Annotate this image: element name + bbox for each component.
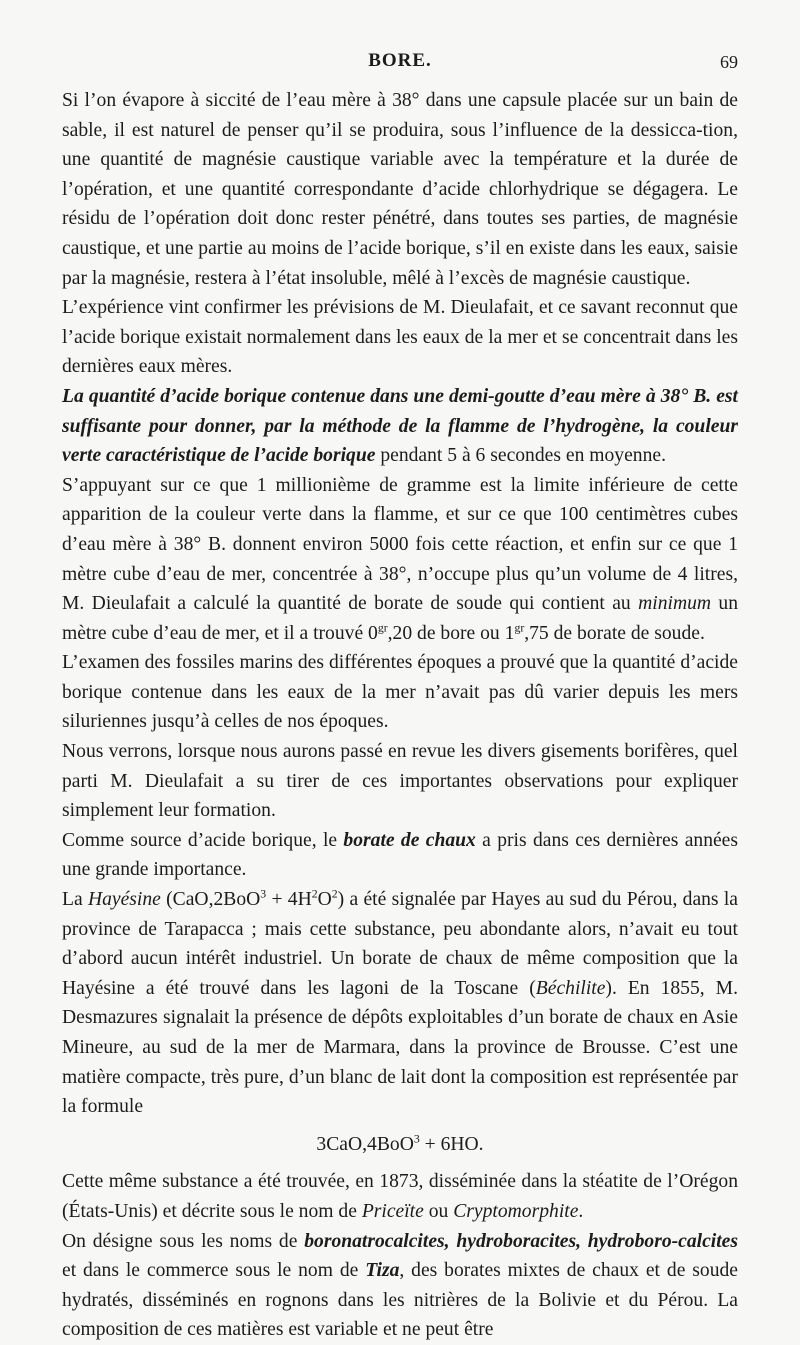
- page-header: [62, 50, 738, 76]
- paragraph-8: La Hayésine $(CaO,2BoO^3 + 4H^2O^2)$ a été signalée par Hayes au sud du Pérou, dans la province de Tarapacca ; mais cette substance, peu abondante alors, n’avait eu tout d’abord aucun intérêt industriel. Un borate de chaux de même composition que la Hayésine a été trouvé dans les lagoni de la Toscane (Béchilite). En 1855, M. Desmazures signalait la présence de dépôts exploitables d’un borate de chaux en Asie Mineure, au sud de la mer de Marmara, dans la province de Brousse. C’est une matière compacte, très pure, d’un blanc de lait dont la composition est représentée par la formule: [62, 887, 738, 1118]
- paragraph-2: L’expérience vint confirmer les prévisions de M. Dieulafait, et ce savant reconnut que l’acide borique existait normalement dans les eaux de la mer et se concentrait dans les dernières eaux mères.: [62, 297, 738, 378]
- term-tiza: Tiza: [365, 1260, 400, 1282]
- term-priceite: Priceïte: [361, 1200, 424, 1222]
- paragraph-1: Si l’on évapore à siccité de l’eau mère à 38° dans une capsule placée sur un bain de sable, il est naturel de penser qu’il se produira, sous l’influence de la dessicca-tion, une quantité de magnésie caustique variable avec la température et la durée de l’opération, et une quantité correspondante d’acide chlorhydrique se dégagera. Le résidu de l’opération doit donc rester pénétré, dans toutes ses parties, de magnésie caustique, et une partie au moins de l’acide borique, s’il en existe dans les eaux, saisie par la magnésie, restera à l’état insoluble, mêlé à l’excès de magnésie caustique.: [62, 90, 738, 289]
- running-title: BORE.: [368, 50, 432, 71]
- term-cryptomorphite: Cryptomorphite: [453, 1200, 579, 1222]
- paragraph-7: Comme source d’acide borique, le borate de chaux a pris dans ces dernières années une grande importance.: [62, 829, 739, 881]
- chemical-formula: 3CaO,4BoO$^3$ + 6HO.: [316, 1132, 484, 1155]
- page-number: 69: [720, 52, 738, 72]
- paragraph-4: S’appuyant sur ce que 1 millionième de gramme est la limite inférieure de cette apparition de la couleur verte dans la flamme, et sur ce que 100 centimètres cubes d’eau mère à 38° B. donnent environ 5000 fois cette réaction, et enfin sur ce que 1 mètre cube d’eau de mer, concentrée à 38°, n’occupe plus qu’un volume de 4 litres, M. Dieulafait a calculé la quantité de borate de soude qui contient au minimum un mètre cube d’eau de mer, et il a trouvé $0^{gr},20$ de bore ou $1^{gr},75$ de borate de soude.: [62, 474, 739, 644]
- paragraph-6: Nous verrons, lorsque nous aurons passé en revue les divers gisements borifères, quel parti M. Dieulafait a su tirer de ces importantes observations pour expliquer simplement leur formation.: [62, 741, 738, 822]
- term-boronatrocalcites: boronatrocalcites, hydroboracites, hydroboro-calcites: [304, 1230, 738, 1252]
- body-text: [62, 86, 738, 1345]
- paragraph-9: Cette même substance a été trouvée, en 1873, disséminée dans la stéatite de l’Orégon (États-Unis) et décrite sous le nom de Priceïte ou Cryptomorphite.: [62, 1171, 738, 1222]
- paragraph-5: L’examen des fossiles marins des différentes époques a prouvé que la quantité d’acide borique contenue dans les eaux de la mer n’avait pas dû varier depuis les mers siluriennes jusqu’à celles de nos époques.: [62, 652, 738, 733]
- paragraph-3: La quantité d’acide borique contenue dans une demi-goutte d’eau mère à 38° B. est suffisante pour donner, par la méthode de la flamme de l’hydrogène, la couleur verte caractéristique de l’acide borique pendant 5 à 6 secondes en moyenne.: [62, 385, 738, 467]
- paragraph-10: On désigne sous les noms de boronatrocalcites, hydroboracites, hydroboro-calcites et dans le commerce sous le nom de Tiza, des borates mixtes de chaux et de soude hydratés, disséminés en rognons dans les nitrières de la Bolivie et du Pérou. La composition de ces matières est variable et ne peut être: [62, 1230, 738, 1341]
- term-borate-de-chaux: borate de chaux: [343, 829, 476, 851]
- term-bechilite: Béchilite: [535, 977, 606, 999]
- italic-statement: La quantité d’acide borique contenue dans une demi-goutte d’eau mère à 38° B. est suffisante pour donner, par la méthode de la flamme de l’hydrogène, la couleur verte caractéristique de l’acide borique: [62, 385, 738, 467]
- term-hayesine: Hayésine: [87, 889, 161, 911]
